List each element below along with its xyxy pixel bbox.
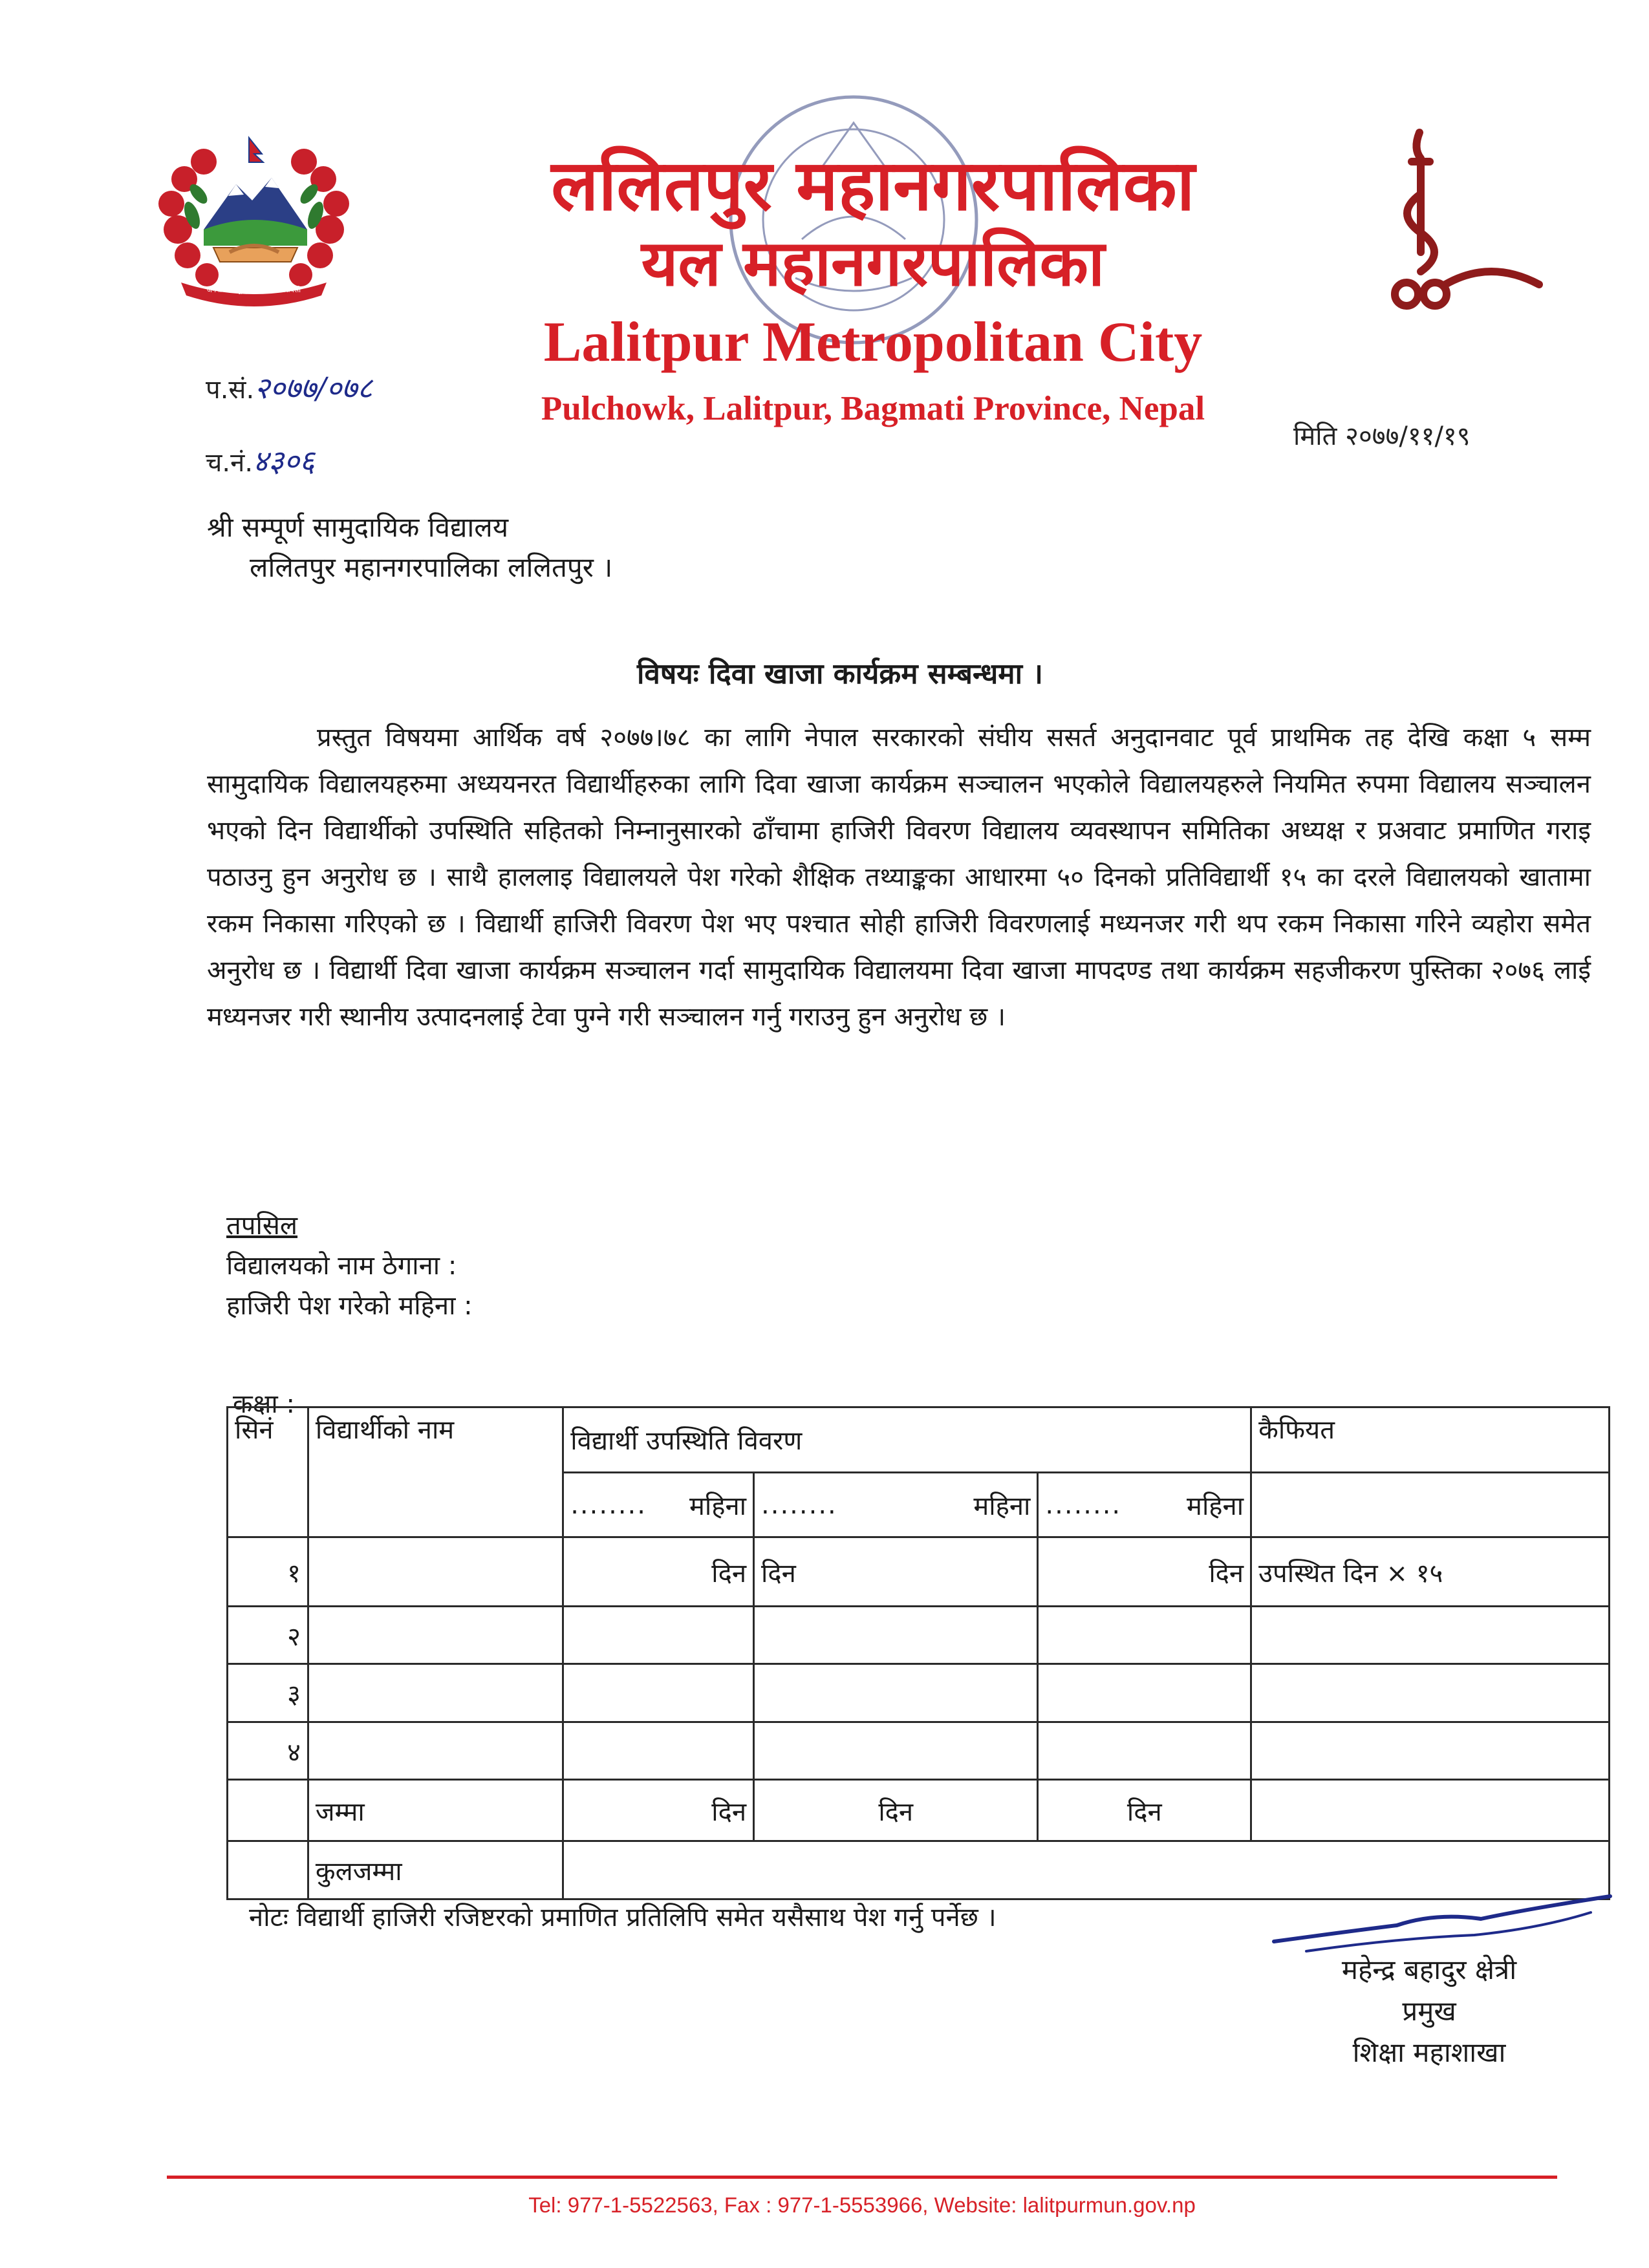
nepal-emblem-logo	[152, 133, 356, 307]
letterhead-address: Pulchowk, Lalitpur, Bagmati Province, Nepal	[541, 390, 1205, 427]
day-cell	[1038, 1722, 1251, 1780]
day-cell: दिन	[1038, 1537, 1251, 1606]
date-value: २०७७/११/१९	[1345, 422, 1471, 451]
total-row	[228, 1780, 1610, 1841]
remarks-cell	[1251, 1722, 1610, 1780]
attendance-table	[226, 1406, 1610, 1900]
letterhead-title-english: Lalitpur Metropolitan City	[543, 311, 1203, 374]
class-label: कक्षा :	[233, 1389, 295, 1419]
attendance-month-label: हाजिरी पेश गरेको महिना :	[226, 1291, 473, 1321]
reference-chn	[206, 445, 315, 479]
ps-label: प.सं.	[206, 375, 255, 405]
table-header-row	[228, 1407, 1610, 1473]
day-cell	[563, 1664, 754, 1722]
annex-heading: तपसिल	[226, 1211, 298, 1241]
serial-cell: ४	[228, 1722, 308, 1780]
student-name-cell	[308, 1537, 563, 1606]
remarks-cell	[1251, 1664, 1610, 1722]
annex-block	[226, 1206, 473, 1326]
col-remarks-header: कैफियत	[1251, 1407, 1610, 1473]
col-serial-header: सिनं	[228, 1407, 308, 1537]
total-day-cell: दिन	[1038, 1780, 1251, 1841]
table-note: नोटः विद्यार्थी हाजिरी रजिष्टरको प्रमाणित प्रतिलिपि समेत यसैसाथ पेश गर्नु पर्नेछ ।	[249, 1903, 997, 1932]
remark-formula-cell: उपस्थित दिन × १५	[1251, 1537, 1610, 1606]
addressee-line-1: श्री सम्पूर्ण सामुदायिक विद्यालय	[207, 511, 509, 543]
student-name-cell	[308, 1606, 563, 1664]
day-cell	[754, 1722, 1038, 1780]
footer-contact: Tel: 977-1-5522563, Fax : 977-1-5553966, Website: lalitpurmun.gov.np	[528, 2193, 1196, 2217]
day-cell	[754, 1664, 1038, 1722]
student-name-cell	[308, 1722, 563, 1780]
day-cell	[1038, 1664, 1251, 1722]
reference-ps	[206, 372, 372, 406]
footer-divider	[167, 2176, 1557, 2179]
table-row	[228, 1537, 1610, 1606]
day-cell: दिन	[754, 1537, 1038, 1606]
body-paragraph: प्रस्तुत विषयमा आर्थिक वर्ष २०७७।७८ का लागि नेपाल सरकारको संघीय ससर्त अनुदानवाट पूर्व प्राथमिक तह देखि कक्षा ५ सम्म सामुदायिक विद्यालयहरुमा अध्ययनरत विद्यार्थीहरुका लागि दिवा खाजा कार्यक्रम सञ्चालन भएकोले विद्यालयहरुले नियमित रुपमा विद्यालय सञ्चालन भएको दिन विद्यार्थीको उपस्थिति सहितको निम्नानुसारको ढाँचामा हाजिरी विवरण विद्यालय व्यवस्थापन समितिका अध्यक्ष र प्रअवाट प्रमाणित गराइ पठाउनु हुन अनुरोध छ । साथै हाललाइ विद्यालयले पेश गरेको शैक्षिक तथ्याङ्कका आधारमा ५० दिनको प्रतिविद्यार्थी १५ का दरले विद्यालयको खातामा रकम निकासा गरिएको छ । विद्यार्थी हाजिरी विवरण पेश भए पश्चात सोही हाजिरी विवरणलाई मध्यनजर गरी थप रकम निकासा गरिने व्यहोरा समेत अनुरोध छ । विद्यार्थी दिवा खाजा कार्यक्रम सञ्चालन गर्दा सामुदायिक विद्यालयमा दिवा खाजा मापदण्ड तथा कार्यक्रम सहजीकरण पुस्तिका २०७६ लाई मध्यनजर गरी स्थानीय उत्पादनलाई टेवा पुग्ने गरी सञ्चालन गर्नु गराउनु हुन अनुरोध छ ।	[207, 723, 1591, 1032]
month-blank-1: ........	[570, 1490, 647, 1520]
grand-total-label: कुलजम्मा	[308, 1841, 563, 1899]
table-row	[228, 1722, 1610, 1780]
letterhead-title-nepali: ललितपुर महानगरपालिका	[551, 145, 1195, 226]
day-cell	[563, 1722, 754, 1780]
student-name-cell	[308, 1664, 563, 1722]
month-cell-3	[1038, 1472, 1251, 1537]
emblem-motto: जननी जन्मभूमिश्च स्वर्गादपि गरीयसी	[206, 286, 301, 294]
handwritten-signature	[1267, 1887, 1617, 1958]
month-label-1: महिना	[689, 1492, 747, 1522]
subject-text: दिवा खाजा कार्यक्रम सम्बन्धमा ।	[709, 658, 1043, 690]
letter-date	[1293, 420, 1471, 453]
col-student-name-header: विद्यार्थीको नाम	[308, 1407, 563, 1537]
col-attendance-header: विद्यार्थी उपस्थिति विवरण	[563, 1407, 1251, 1473]
signatory-department: शिक्षा महाशाखा	[1352, 2037, 1506, 2068]
month-label-2: महिना	[973, 1492, 1031, 1522]
signatory-name: महेन्द्र बहादुर क्षेत्री	[1341, 1954, 1517, 1985]
chn-label: च.नं.	[206, 448, 253, 478]
month-cell-1	[563, 1472, 754, 1537]
serial-cell: ३	[228, 1664, 308, 1722]
date-label: मिति	[1293, 422, 1337, 451]
day-cell	[1038, 1606, 1251, 1664]
addressee-block	[207, 508, 612, 588]
ps-number: २०७७/०७८	[254, 370, 373, 405]
month-cell-2	[754, 1472, 1038, 1537]
letterhead-title-newari: यल महानगरपालिका	[641, 226, 1105, 301]
school-name-label: विद्यालयको नाम ठेगाना :	[226, 1251, 457, 1281]
month-blank-3: ........	[1045, 1490, 1122, 1520]
remarks-cell	[1251, 1780, 1610, 1841]
remarks-cell	[1251, 1606, 1610, 1664]
table-row	[228, 1664, 1610, 1722]
subject-label: विषयः	[637, 658, 699, 690]
serial-cell: २	[228, 1606, 308, 1664]
serial-cell: १	[228, 1537, 308, 1606]
serial-cell	[228, 1841, 308, 1899]
addressee-line-2: ललितपुर महानगरपालिका ललितपुर ।	[250, 551, 613, 583]
total-label: जम्मा	[308, 1780, 563, 1841]
metropolitan-logo	[1381, 123, 1555, 317]
month-label-3: महिना	[1187, 1492, 1244, 1522]
signatory-block	[1293, 1949, 1565, 2073]
day-cell	[754, 1606, 1038, 1664]
month-blank-2: ........	[761, 1490, 837, 1520]
day-cell	[563, 1606, 754, 1664]
total-day-cell: दिन	[563, 1780, 754, 1841]
table-row	[228, 1606, 1610, 1664]
serial-cell	[228, 1780, 308, 1841]
signatory-position: प्रमुख	[1402, 1995, 1456, 2027]
day-cell: दिन	[563, 1537, 754, 1606]
remarks-blank	[1251, 1472, 1610, 1537]
total-day-cell: दिन	[754, 1780, 1038, 1841]
chn-number: ४३०६	[253, 444, 315, 478]
subject-line	[637, 656, 1043, 692]
